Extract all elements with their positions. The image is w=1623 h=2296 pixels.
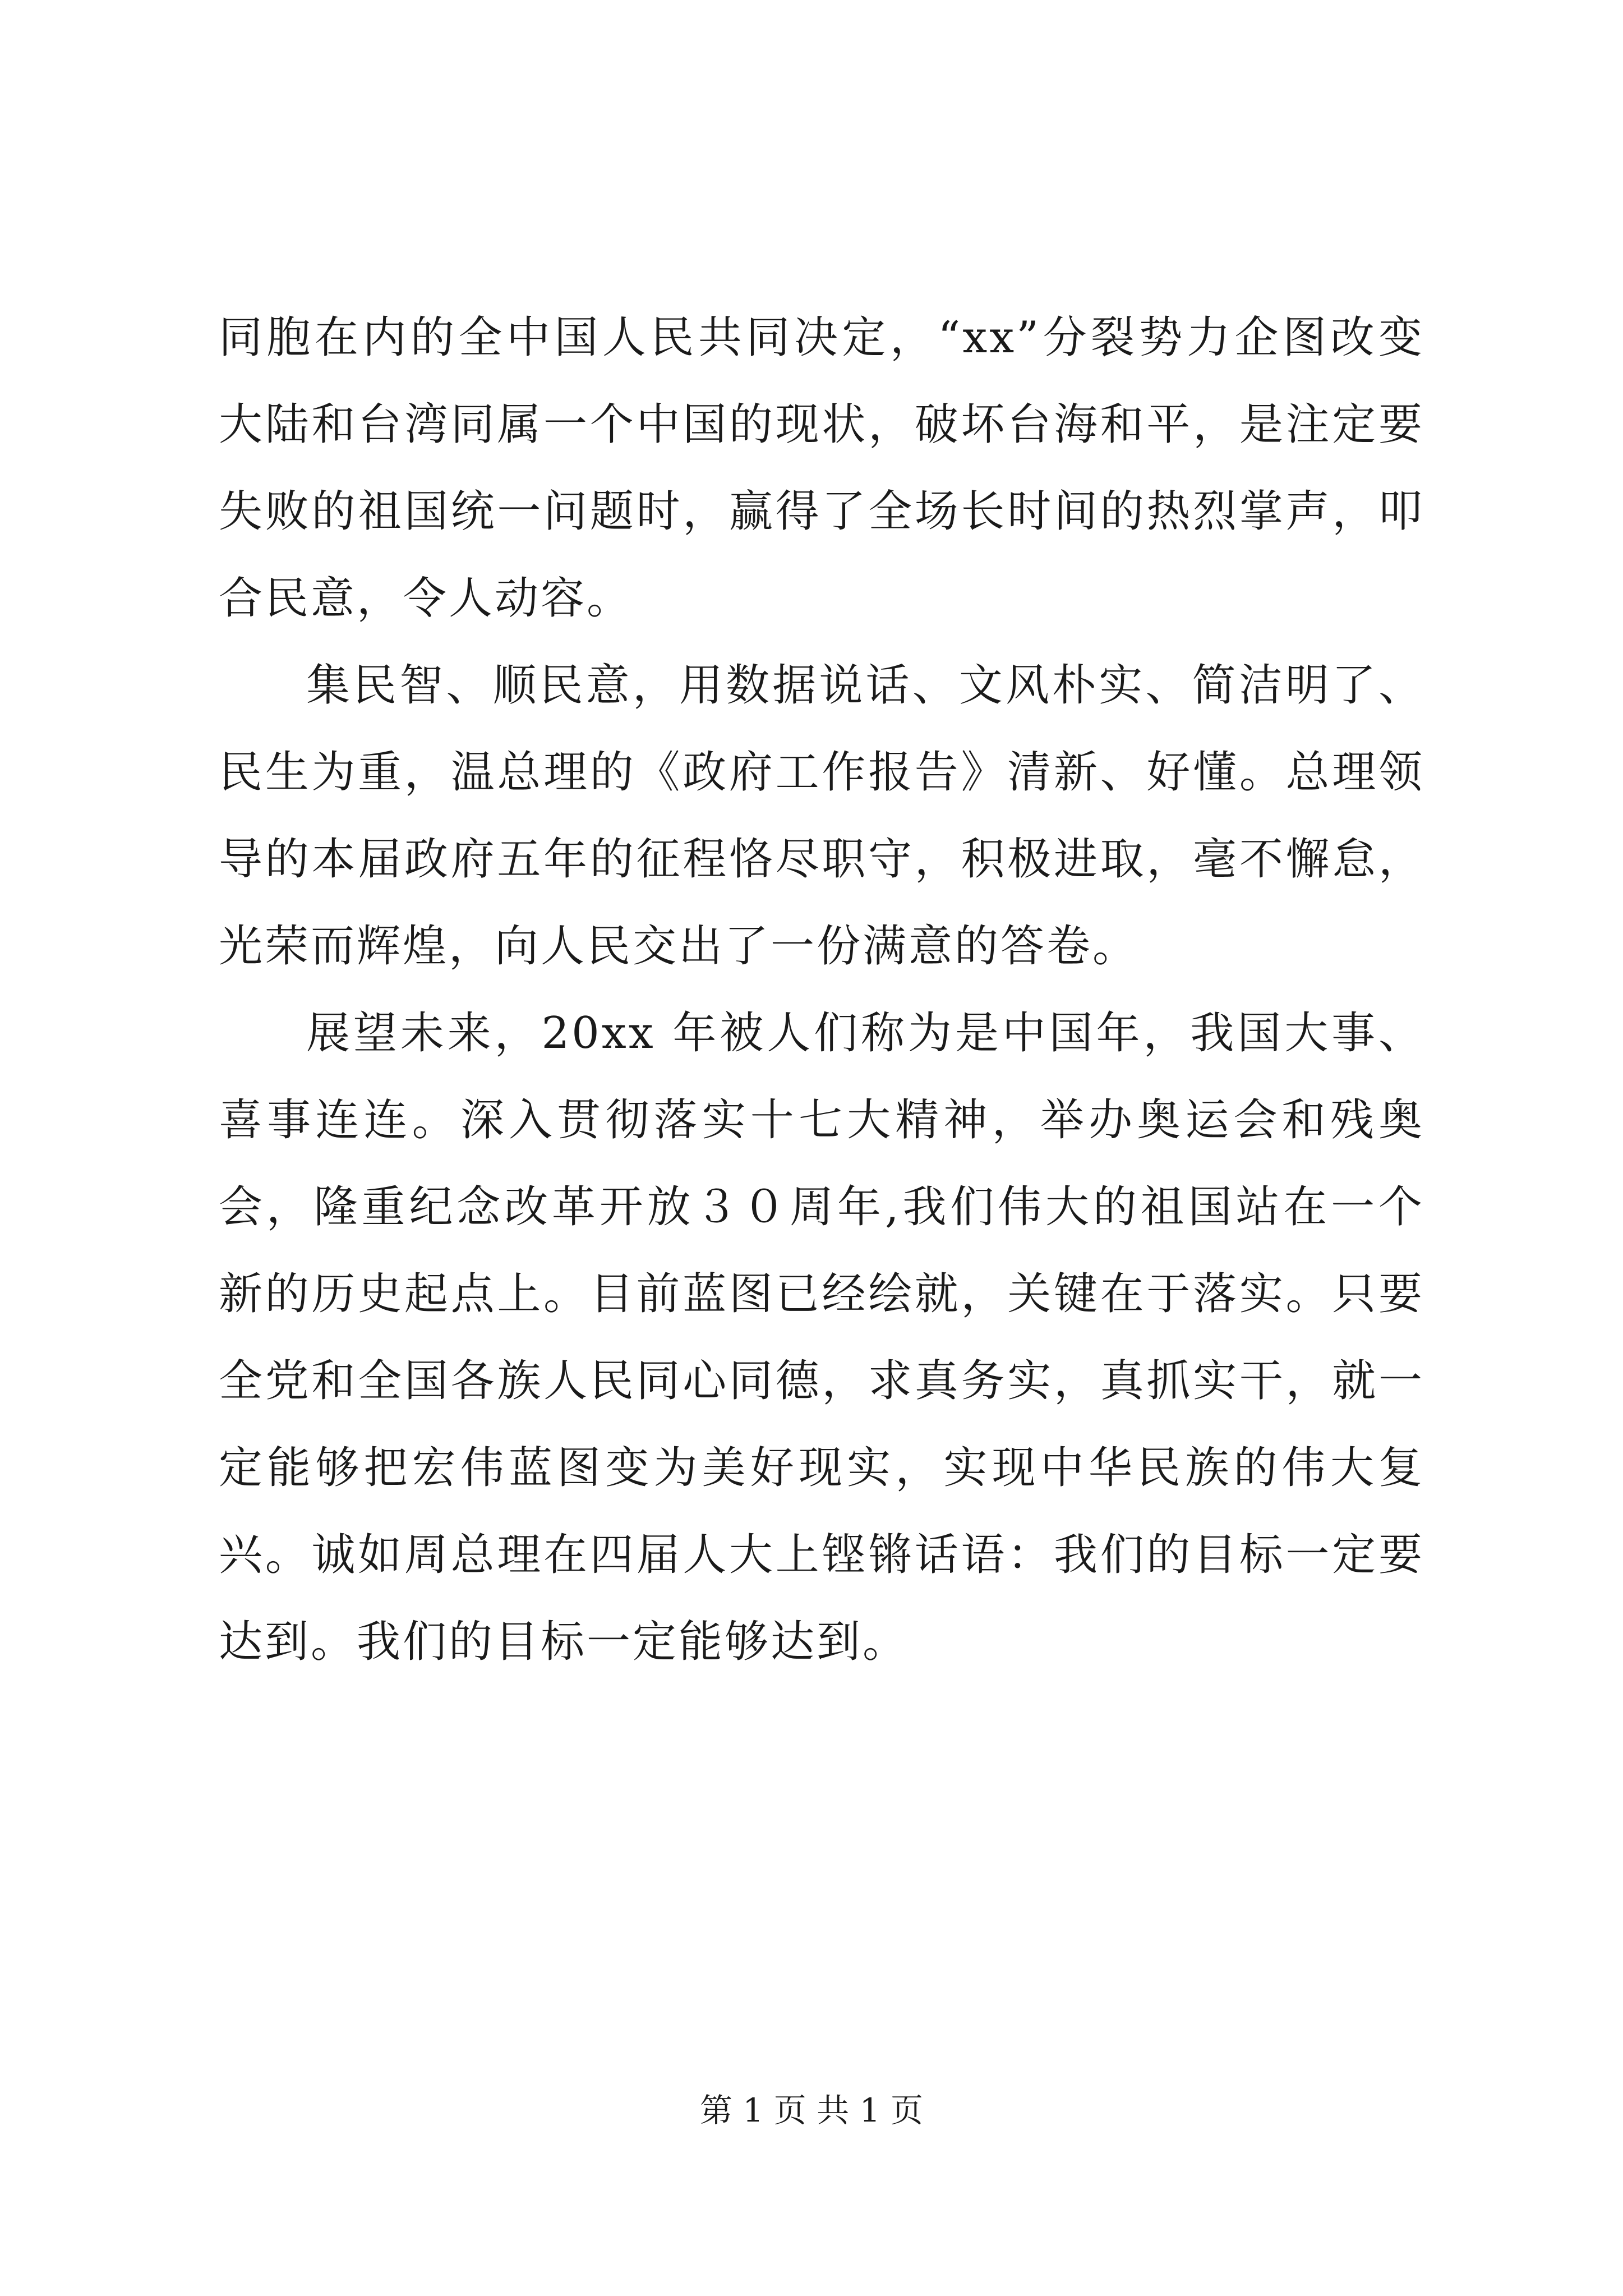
- paragraph: 展望未来，20xx 年被人们称为是中国年，我国大事、喜事连连。深入贯彻落实十七大精神，举办奥运会和残奥会，隆重纪念改革开放３０周年,我们伟大的祖国站在一个新的历史起点上。目前蓝图已经绘就，关键在于落实。只要全党和全国各族人民同心同德，求真务实，真抓实干，就一定能够把宏伟蓝图变为美好现实，实现中华民族的伟大复兴。诚如周总理在四届人大上铿锵话语：我们的目标一定要达到。我们的目标一定能够达到。: [219, 1008, 1424, 1667]
- page-number-footer: 第 1 页 共 1 页: [700, 2091, 923, 2129]
- paragraph-continued: 同胞在内的全中国人民共同决定，“xx”分裂势力企图改变大陆和台湾同属一个中国的现状，破坏台海和平，是注定要失败的祖国统一问题时，赢得了全场长时间的热烈掌声，叩合民意，令人动容。: [219, 312, 1424, 624]
- document-body: [219, 295, 1424, 1686]
- paragraph: 集民智、顺民意，用数据说话、文风朴实、简洁明了、民生为重，温总理的《政府工作报告》清新、好懂。总理领导的本届政府五年的征程恪尽职守，积极进取，毫不懈怠，光荣而辉煌，向人民交出了一份满意的答卷。: [219, 660, 1424, 972]
